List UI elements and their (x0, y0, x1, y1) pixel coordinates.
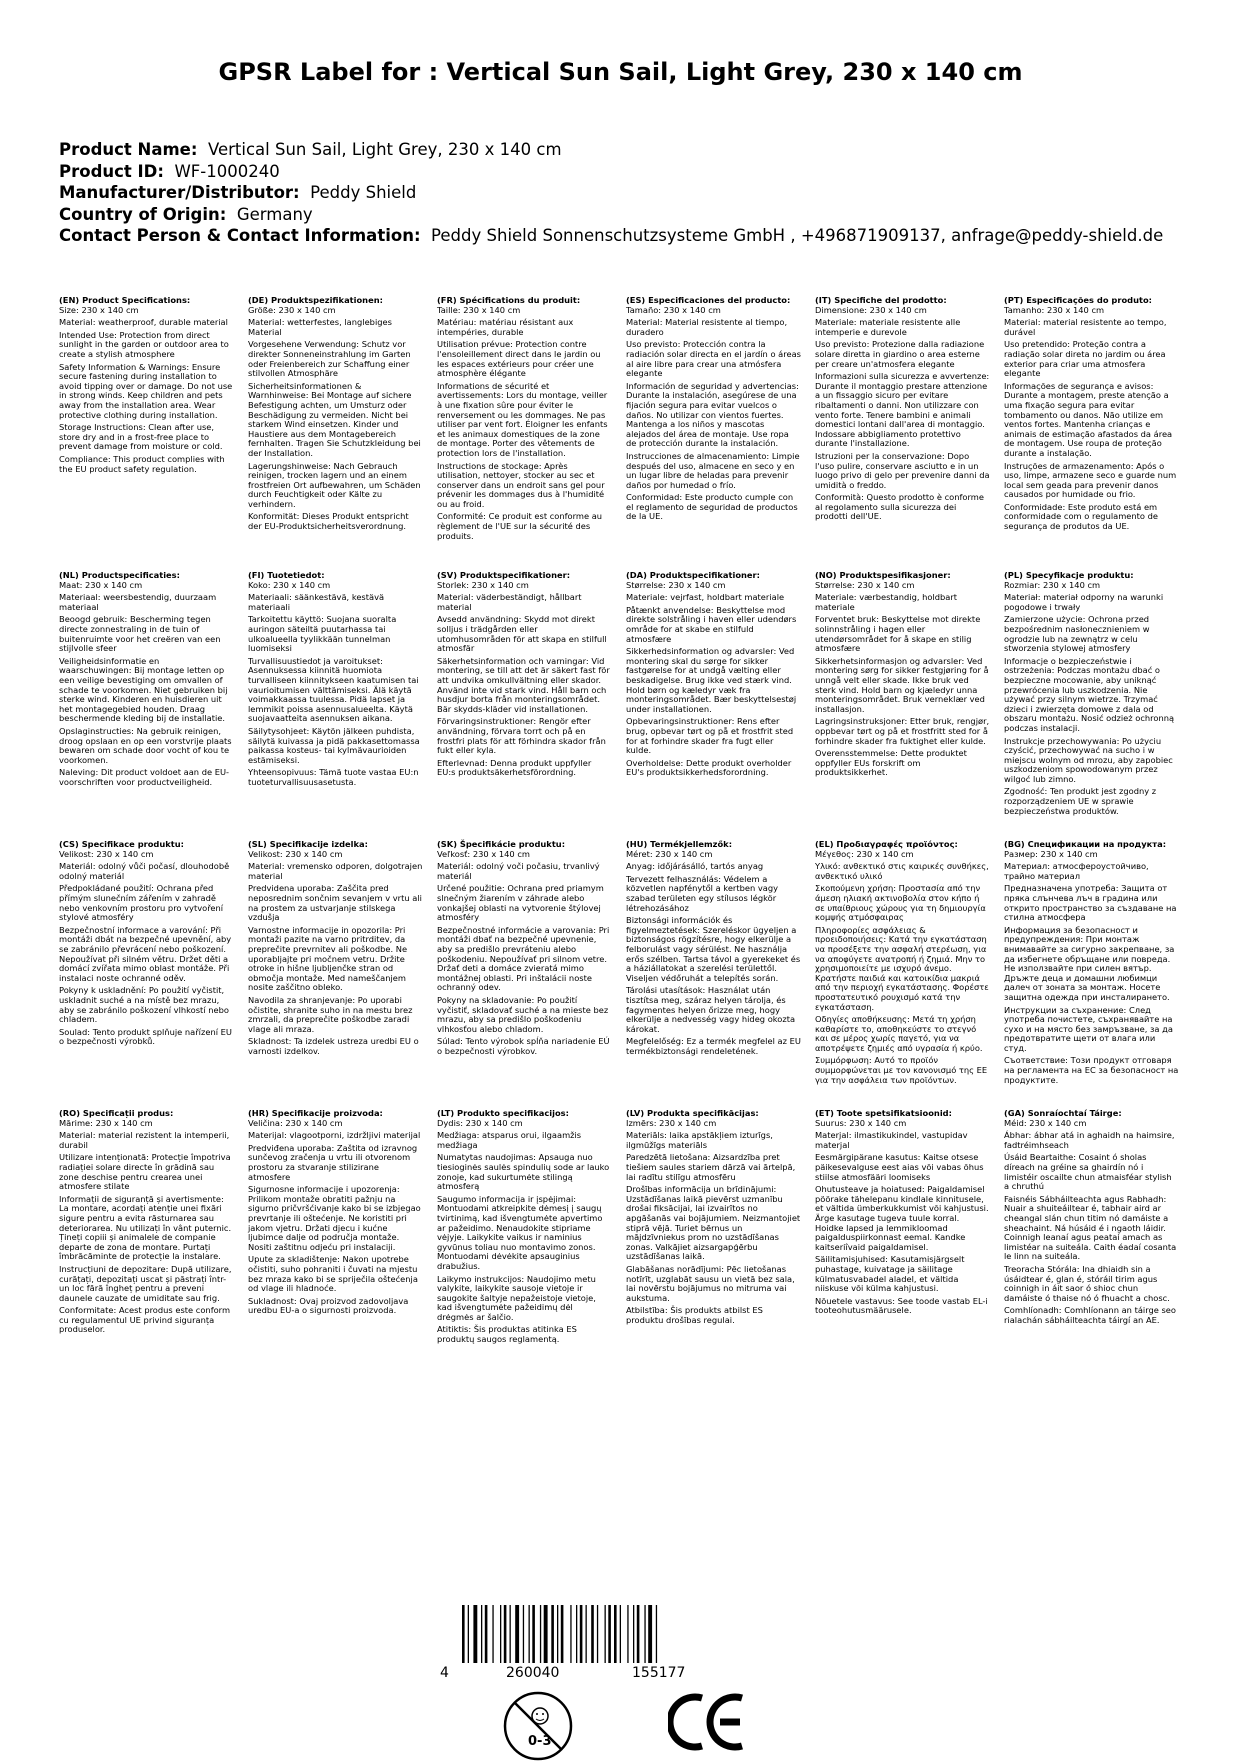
spec-heading: (EL) Προδιαγραφές προϊόντος: (815, 839, 958, 849)
barcode-bar (620, 1605, 621, 1663)
spec-paragraph: Informações de segurança e avisos: Durante a montagem, preste atenção a uma fixação segura para evitar tombamento ou danos. Não utilize em ventos fortes. Mantenha crianças e animais de estimação afastados da área de montagem. Use roupa de proteção durante a instalação. (1004, 380, 1173, 458)
spec-paragraph: Glabāšanas norādījumi: Pēc lietošanas notīrīt, uzglabāt sausu un vietā bez sala, lai novērstu bojājumus no mitruma vai aukstuma. (626, 1263, 795, 1303)
spec-paragraph: Materiał: materiał odporny na warunki pogodowe i trwały (1004, 592, 1164, 612)
spec-paragraph: Οδηγίες αποθήκευσης: Μετά τη χρήση καθαρίστε το, αποθηκεύστε το στεγνό και σε μέρος χωρίς παγετό, για να αποτρέψετε ζημιές από υγρασία ή κρύο. (815, 1014, 983, 1053)
barcode-digit-1: 4 (440, 1665, 449, 1681)
spec-size: Veličina: 230 x 140 cm (248, 1117, 343, 1128)
spec-paragraph: Инструкции за съхранение: След употреба почистете, съхранявайте на сухо и на място без замръзване, за да предотвратите щети от влага или студ. (1004, 1004, 1173, 1053)
barcode-bar (544, 1605, 548, 1663)
spec-paragraph: Uso previsto: Protezione dalla radiazione solare diretta in giardino o area esterne per creare un'atmosfera elegante (815, 339, 985, 369)
spec-block (59, 571, 234, 790)
spec-paragraph: Paredzētā lietošana: Aizsardzība pret tiešiem saules stariem dārzā vai ārtelpā, lai radītu stilīgu atmosfēru (626, 1152, 796, 1182)
spec-paragraph: Zgodność: Ten produkt jest zgodny z rozporządzeniem UE w sprawie bezpieczeństwa produktów. (1004, 786, 1157, 816)
spec-heading: (DA) Produktspecifikationer: (626, 570, 760, 580)
spec-block (248, 296, 423, 535)
spec-heading: (IT) Specifiche del prodotto: (815, 295, 947, 305)
spec-paragraph: Opbevaringsinstruktioner: Rens efter brug, opbevar tørt og på et frostfrit sted for at forhindre skader fra fugt eller kulde. (626, 716, 794, 756)
spec-paragraph: Predviđena uporaba: Zaštita od izravnog sunčevog zračenja u vrtu ili otvorenom prostoru za stvaranje stilizirane atmosfere (248, 1142, 418, 1182)
spec-size: Μέγεθος: 230 x 140 cm (815, 848, 914, 859)
spec-paragraph: Информация за безопасност и предупреждения: При монтаж внимавайте за сигурно закрепване, за да избегнете обръщане или повреда. Не използвайте при силен вятър. Дръжте деца и домашни любимци далеч от зоната за монтаж. Носете защитна одежда при инсталирането. (1004, 924, 1175, 1002)
spec-heading: (ET) Toote spetsifikatsioonid: (815, 1108, 952, 1118)
barcode-bar (523, 1605, 524, 1663)
ce-mark-icon (668, 1690, 748, 1754)
barcode-bar (481, 1605, 482, 1663)
product-info (59, 139, 1199, 247)
barcode-bar (492, 1605, 493, 1663)
spec-paragraph: Konformität: Dieses Produkt entspricht der EU-Produktsicherheitsverordnung. (248, 511, 409, 532)
product-id-row: Product ID: WF-1000240 (59, 161, 280, 181)
barcode-bar (532, 1605, 535, 1663)
age-label: 0-3 (528, 1734, 552, 1749)
spec-paragraph: Conformité: Ce produit est conforme au règlement de l'UE sur la sécurité des produits. (437, 511, 603, 541)
spec-paragraph: Sukladnost: Ovaj proizvod zadovoljava uredbu EU-a o sigurnosti proizvoda. (248, 1295, 409, 1316)
spec-paragraph: Pokyny k uskladnění: Po použití vyčistit, uskladnit suché a na místě bez mrazu, aby se zabránilo poškození vlhkostí nebo chladem. (59, 985, 229, 1025)
spec-block (626, 1109, 801, 1328)
barcode-bar (633, 1605, 634, 1663)
barcode-bar (627, 1605, 628, 1663)
spec-paragraph: Overholdelse: Dette produkt overholder EU's produktsikkerhedsforordning. (626, 757, 792, 778)
spec-size: Größe: 230 x 140 cm (248, 304, 336, 315)
barcode-bar (644, 1605, 645, 1663)
barcode-bar (576, 1605, 577, 1663)
spec-paragraph: Materiaali: säänkestävä, kestävä materiaali (248, 592, 385, 612)
spec-paragraph: Instrucțiuni de depozitare: După utilizare, curățați, depozitați uscat și păstrați într-un loc fără îngheț pentru a preveni daunele cauzate de umiditate sau frig. (59, 1263, 232, 1303)
spec-block (437, 296, 612, 544)
spec-heading: (LV) Produkta specifikācijas: (626, 1108, 759, 1118)
spec-paragraph: Anyag: időjárásálló, tartós anyag (626, 861, 764, 872)
spec-heading: (PT) Especificações do produto: (1004, 295, 1152, 305)
spec-heading: (LT) Produkto specifikacijos: (437, 1108, 569, 1118)
spec-paragraph: Informații de siguranță și avertismente: La montare, acordați atenție unei fixări sigure pentru a evita răsturnarea sau deteriorarea. Nu utilizați în vânt puternic. Țineți copiii și animalele de companie departe de zona de montare. Purtați îmbrăcăminte de protecție la instalare. (59, 1193, 232, 1262)
country-row: Country of Origin: Germany (59, 204, 313, 224)
spec-paragraph: Úsáid Beartaithe: Cosaint ó sholas díreach na gréine sa ghairdín nó i limistéir oscailte chun atmaisféar stylish a chruthú (1004, 1152, 1172, 1192)
spec-paragraph: Pokyny na skladovanie: Po použití vyčistiť, skladovať suché a na mieste bez mrazu, aby sa predišlo poškodeniu vlhkosťou alebo chladom. (437, 994, 609, 1034)
barcode-bar (580, 1605, 583, 1663)
spec-block (248, 840, 423, 1059)
spec-block (1004, 840, 1179, 1088)
spec-paragraph: Tárolási utasítások: Használat után tisztítsa meg, száraz helyen tárolja, és fagymentes helyen őrizze meg, hogy elkerülje a nedvesség vagy hideg okozta károkat. (626, 985, 796, 1034)
spec-paragraph: Material: material resistente ao tempo, durável (1004, 317, 1167, 337)
spec-paragraph: Sikkerhedsinformation og advarsler: Ved montering skal du sørge for sikker fastgørelse for at undgå vælting eller beskadigelse. Brug ikke ved stærk vind. Hold børn og kæledyr væk fra monteringsområdet. Bær beskyttelsestøj under installationen. (626, 646, 797, 714)
spec-heading: (PL) Specyfikacje produktu: (1004, 570, 1134, 580)
spec-paragraph: Tervezett felhasználás: Védelem a közvetlen napfénytől a kertben vagy szabad területen egy stílusos légkör létrehozásához (626, 873, 779, 913)
spec-heading: (FI) Tuotetiedot: (248, 570, 325, 580)
spec-size: Størrelse: 230 x 140 cm (815, 579, 915, 590)
spec-paragraph: Compliance: This product complies with the EU product safety regulation. (59, 453, 225, 474)
spec-heading: (SK) Špecifikácie produktu: (437, 839, 566, 849)
spec-paragraph: Υλικό: ανθεκτικό στις καιρικές συνθήκες, ανθεκτικό υλικό (815, 861, 989, 881)
spec-paragraph: Beoogd gebruik: Bescherming tegen directe zonnestraling in de tuin of buitenruimte voor het creëren van een stijlvolle sfeer (59, 614, 221, 654)
barcode-bar (656, 1605, 657, 1663)
spec-paragraph: Materjal: ilmastikukindel, vastupidav materjal (815, 1130, 968, 1150)
spec-size: Size: 230 x 140 cm (59, 304, 139, 315)
barcode-bar (605, 1605, 606, 1663)
spec-heading: (NL) Productspecificaties: (59, 570, 180, 580)
product-name-row: Product Name: Vertical Sun Sail, Light Grey, 230 x 140 cm (59, 140, 562, 159)
spec-paragraph: Materiaal: weersbestendig, duurzaam materiaal (59, 592, 217, 612)
spec-size: Koko: 230 x 140 cm (248, 579, 331, 590)
spec-paragraph: Säkerhetsinformation och varningar: Vid montering, se till att det är säkert fast för att undvika omkullvältning eller skador. Använd inte vid stark vind. Håll barn och husdjur borta från monteringsområdet. Bär skydds-kläder vid installationen. (437, 655, 610, 714)
spec-paragraph: Påtænkt anvendelse: Beskyttelse mod direkte solstråling i haven eller udendørs område for at skabe en stilfuld atmosfære (626, 604, 797, 644)
spec-paragraph: Saugumo informacija ir įspėjimai: Montuodami atkreipkite dėmesį į saugų tvirtinimą, kad išvengtumėte apvertimo ar pažeidimo. Nenaudokite stipriame vėjyje. Laikykite vaikus ir naminius gyvūnus toliau nuo montavimo zonos. Montuodami dėvėkite apsauginius drabužius. (437, 1193, 603, 1271)
spec-heading: (HR) Specifikacije proizvoda: (248, 1108, 383, 1118)
spec-paragraph: Overensstemmelse: Dette produktet oppfyller EUs forskrift om produktsikkerhet. (815, 748, 967, 778)
spec-paragraph: Opslaginstructies: Na gebruik reinigen, droog opslaan en op een vorstvrije plaats bewaren om schade door vocht of kou te voorkomen. (59, 725, 232, 765)
spec-heading: (HU) Termékjellemzők: (626, 839, 733, 849)
spec-heading: (SL) Specifikacije izdelka: (248, 839, 368, 849)
spec-size: Dydis: 230 x 140 cm (437, 1117, 523, 1128)
barcode-bar (551, 1605, 554, 1663)
spec-paragraph: Förvaringsinstruktioner: Rengör efter användning, förvara torrt och på en frostfri plats för att förhindra skador från fukt eller kyla. (437, 716, 606, 756)
spec-paragraph: Intended Use: Protection from direct sunlight in the garden or outdoor area to create a stylish atmosphere (59, 329, 229, 359)
spec-paragraph: Efterlevnad: Denna produkt uppfyller EU:s produktsäkerhetsförordning. (437, 757, 592, 778)
spec-block (626, 840, 801, 1059)
spec-paragraph: Faisnéis Sábháilteachta agus Rabhadh: Nuair a shuiteáiltear é, tabhair aird ar cheangal slán chun titim nó damáiste a sheachaint. Ná húsáid é i ngaoth láidir. Coinnigh leanaí agus peataí amach as limistéar na suiteála. Caith éadaí cosanta le linn na suiteála. (1004, 1193, 1177, 1262)
spec-paragraph: Súlad: Tento výrobok spĺňa nariadenie EÚ o bezpečnosti výrobkov. (437, 1036, 610, 1056)
spec-paragraph: Sigurnosne informacije i upozorenja: Prilikom montaže obratiti pažnju na sigurno pričvršćivanje kako bi se izbjegao prevrtanje ili oštećenje. Ne koristiti pri jakom vjetru. Držati djecu i kućne ljubimce dalje od područja montaže. Nositi zaštitnu odjeću pri instalaciji. (248, 1184, 421, 1252)
spec-paragraph: Drošības informācija un brīdinājumi: Uzstādīšanas laikā pievērst uzmanību drošai fiksācijai, lai izvairītos no apgāšanās vai bojājumiem. Neizmantojiet stiprā vējā. Turiet bērnus un mājdzīvniekus prom no uzstādīšanas zonas. Valkājiet aizsargapģērbu uzstādīšanas laikā. (626, 1184, 801, 1262)
spec-paragraph: Medžiaga: atsparus orui, ilgaamžis medžiaga (437, 1130, 582, 1150)
spec-paragraph: Avsedd användning: Skydd mot direkt solljus i trädgården eller utomhusområden för att skapa en stilfull atmosfär (437, 614, 607, 654)
spec-block (437, 840, 612, 1059)
spec-size: Maat: 230 x 140 cm (59, 579, 143, 590)
barcode-bar (540, 1605, 541, 1663)
spec-paragraph: Sicherheitsinformationen & Warnhinweise: Bei Montage auf sichere Befestigung achten, um Umsturz oder Beschädigung zu vermeiden. Nicht bei starkem Wind einsetzen. Kinder und Haustiere aus dem Montagebereich fernhalten. Tragen Sie Schutzkleidung bei der Installation. (248, 380, 421, 458)
barcode-bar (473, 1605, 477, 1663)
spec-size: Størrelse: 230 x 140 cm (626, 579, 726, 590)
spec-paragraph: Предназначена употреба: Защита от пряка слънчева лъч в градина или открито пространство за създаване на стилна атмосфера (1004, 883, 1177, 923)
spec-paragraph: Nõuetele vastavus: See toode vastab EL-i tooteohutusmäärusele. (815, 1295, 988, 1316)
spec-paragraph: Съответствие: Този продукт отговаря на регламента на ЕС за безопасност на продуктите. (1004, 1055, 1179, 1085)
spec-paragraph: Atbilstība: Šis produkts atbilst ES produktu drošības regulai. (626, 1305, 763, 1325)
spec-size: Veľkosť: 230 x 140 cm (437, 848, 530, 859)
spec-heading: (ES) Especificaciones del producto: (626, 295, 791, 305)
spec-paragraph: Πληροφορίες ασφάλειας & προειδοποιήσεις: Κατά την εγκατάσταση να προσέξετε την ασφαλή στερέωση, για να αποφύγετε ανατροπή ή ζημιά. Μην το χρησιμοποιείτε με ισχυρό άνεμο. Κρατήστε παιδιά και κατοικίδια μακριά από την περιοχή εγκατάστασης. Φορέστε προστατευτικό ρουχισμό κατά την εγκατάσταση. (815, 924, 989, 1012)
spec-size: Izmērs: 230 x 140 cm (626, 1117, 717, 1128)
spec-paragraph: Material: Material resistente al tiempo, duradero (626, 317, 788, 337)
spec-block (59, 840, 234, 1050)
barcode-bar (648, 1605, 652, 1663)
spec-paragraph: Conformità: Questo prodotto è conforme al regolamento sulla sicurezza dei prodotti dell'UE. (815, 492, 984, 522)
spec-heading: (SV) Produktspecifikationer: (437, 570, 571, 580)
spec-block (248, 1109, 423, 1319)
contact-row: Contact Person & Contact Information: Peddy Shield Sonnenschutzsysteme GmbH , +496871909137, anfrage@peddy-shield.de (59, 226, 1164, 245)
spec-paragraph: Material: väderbeständigt, hållbart material (437, 592, 582, 612)
barcode-bar (468, 1605, 469, 1663)
spec-size: Velikost: 230 x 140 cm (59, 848, 154, 859)
spec-paragraph: Matériau: matériau résistant aux intempéries, durable (437, 317, 574, 337)
spec-block (815, 840, 990, 1088)
spec-paragraph: Instrucciones de almacenamiento: Limpie después del uso, almacene en seco y en un lugar libre de heladas para prevenir daños por humedad o frío. (626, 450, 800, 490)
spec-paragraph: Lagerungshinweise: Nach Gebrauch reinigen, trocken lagern und an einem frostfreien Ort aufbewahren, um Schäden durch Feuchtigkeit oder Kälte zu verhindern. (248, 460, 421, 509)
spec-paragraph: Předpokládané použití: Ochrana před přímým slunečním zářením v zahradě nebo venkovním prostoru pro vytvoření stylové atmosféry (59, 883, 224, 923)
spec-size: Tamanho: 230 x 140 cm (1004, 304, 1105, 315)
spec-size: Suurus: 230 x 140 cm (815, 1117, 907, 1128)
barcode-digit-3: 155177 (632, 1665, 686, 1681)
spec-size: Mărime: 230 x 140 cm (59, 1117, 153, 1128)
spec-paragraph: Predvidena uporaba: Zaščita pred neposrednim sončnim sevanjem v vrtu ali na prostem za ustvarjanje stilskega vzdušja (248, 883, 422, 923)
spec-block (437, 571, 612, 781)
barcode-bar (614, 1605, 617, 1663)
spec-paragraph: Conformidad: Este producto cumple con el reglamento de seguridad de productos de la UE. (626, 492, 798, 522)
barcode-bar (637, 1605, 640, 1663)
spec-paragraph: Informations de sécurité et avertissements: Lors du montage, veiller à une fixation sûre pour éviter le renversement ou les dommages. Ne pas utiliser par vent fort. Éloigner les enfants et les animaux domestiques de la zone de montage. Porter des vêtements de protection lors de l'installation. (437, 380, 608, 458)
spec-size: Taille: 230 x 140 cm (437, 304, 521, 315)
spec-size: Storlek: 230 x 140 cm (437, 579, 529, 590)
spec-paragraph: Materiale: værbestandig, holdbart materiale (815, 592, 958, 612)
spec-paragraph: Materiāls: laika apstākļiem izturīgs, ilgmūžīgs materiāls (626, 1130, 773, 1150)
spec-paragraph: Biztonsági információk és figyelmeztetések: Szereléskor ügyeljen a biztonságos rögzítésre, hogy elkerülje a felborulást vagy sérülést. Ne használja erős szélben. Tartsa távol a gyerekeket és a háziállatokat a szerelési területtől. Viseljen védőruhát a telepítés során. (626, 915, 801, 983)
spec-paragraph: Información de seguridad y advertencias: Durante la instalación, asegúrese de una fijación segura para evitar vuelcos o daños. No utilizar con vientos fuertes. Mantenga a los niños y mascotas alejados del área de montaje. Use ropa de protección durante la instalación. (626, 380, 799, 449)
spec-paragraph: Materiál: odolný voči počasiu, trvanlivý materiál (437, 861, 600, 881)
spec-paragraph: Zamierzone użycie: Ochrona przed bezpośrednim nasłonecznieniem w ogrodzie lub na zewnątrz w celu stworzenia stylowej atmosfery (1004, 614, 1150, 654)
spec-block (626, 296, 801, 525)
spec-paragraph: Материал: атмосфероустойчиво, трайно материал (1004, 861, 1149, 881)
spec-paragraph: Numatytas naudojimas: Apsauga nuo tiesioginės saulės spindulių sode ar lauko zonoje, kad sukurtumėte stilingą atmosferą (437, 1152, 610, 1192)
spec-block (815, 296, 990, 525)
spec-paragraph: Material: material rezistent la intemperii, durabil (59, 1130, 230, 1150)
spec-block (626, 571, 801, 781)
spec-paragraph: Storage Instructions: Clean after use, store dry and in a frost-free place to prevent damage from moisture or cold. (59, 422, 223, 452)
spec-paragraph: Material: vremensko odporen, dolgotrajen material (248, 861, 423, 881)
spec-paragraph: Materijal: vlagootporni, izdržljivi materijal (248, 1130, 421, 1141)
barcode-bar (529, 1605, 530, 1663)
barcode-bar (591, 1605, 594, 1663)
spec-paragraph: Navodila za shranjevanje: Po uporabi očistite, shranite suho in na mestu brez zmrzali, da preprečite poškodbe zaradi vlage ali mraza. (248, 994, 413, 1034)
barcode-bar (570, 1605, 571, 1663)
spec-heading: (NO) Produktspesifikasjoner: (815, 570, 951, 580)
spec-block (1004, 1109, 1179, 1328)
spec-block (248, 571, 423, 790)
spec-paragraph: Materiale: vejrfast, holdbart materiale (626, 592, 785, 603)
spec-paragraph: Säilytysohjeet: Käytön jälkeen puhdista, säilytä kuivassa ja pidä pakkasettomassa paikassa kosteus- tai kylmävaurioiden estämiseksi. (248, 725, 420, 765)
spec-paragraph: Vorgesehene Verwendung: Schutz vor direkter Sonneneinstrahlung im Garten oder Freienbereich zur Schaffung einer stilvollen Atmosphäre (248, 339, 411, 379)
barcode-bar (557, 1605, 558, 1663)
barcode-digit-2: 260040 (506, 1665, 560, 1681)
spec-paragraph: Yhteensopivuus: Tämä tuote vastaa EU:n tuoteturvallisuusasetusta. (248, 767, 419, 787)
spec-block (815, 571, 990, 781)
barcode-bar (515, 1605, 519, 1663)
spec-size: Méid: 230 x 140 cm (1004, 1117, 1087, 1128)
spec-paragraph: Varnostne informacije in opozorila: Pri montaži pazite na varno pritrditev, da preprečite prevrnitev ali poškodbe. Ne uporabljajte pri močnem vetru. Držite otroke in hišne ljubljenčke stran od območja montaže. Med nameščanjem nosite zaščitno obleko. (248, 924, 408, 993)
manufacturer-row: Manufacturer/Distributor: Peddy Shield (59, 183, 417, 202)
age-restriction-0-3-icon (502, 1690, 574, 1762)
spec-size: Méret: 230 x 140 cm (626, 848, 713, 859)
spec-paragraph: Säilitamisjuhised: Kasutamisjärgselt puhastage, kuivatage ja säilitage külmatusvabadel aladel, et vältida niiskuse või külma kahjustusi. (815, 1254, 965, 1294)
spec-paragraph: Bezpečnostní informace a varování: Při montáži dbát na bezpečné upevnění, aby se zabránilo převrácení nebo poškození. Nepoužívat při silném větru. Držet děti a domácí zvířata mimo oblast montáže. Při instalaci noste ochranné oděv. (59, 924, 232, 983)
spec-paragraph: Safety Information & Warnings: Ensure secure fastening during installation to avoid tipping over or damage. Do not use in strong winds. Keep children and pets away from the installation area. Wear protective clothing during installation. (59, 361, 233, 420)
spec-heading: (CS) Specifikace produktu: (59, 839, 184, 849)
barcode-bar (504, 1605, 507, 1663)
spec-block (437, 1109, 612, 1348)
spec-paragraph: Eesmärgipärane kasutus: Kaitse otsese päikesevalguse eest aias või vabas õhus stiilse atmosfääri loomiseks (815, 1152, 984, 1182)
spec-paragraph: Istruzioni per la conservazione: Dopo l'uso pulire, conservare asciutto e in un luogo privo di gelo per prevenire danni da umidità o freddo. (815, 450, 990, 490)
spec-paragraph: Informacje o bezpieczeństwie i ostrzeżenia: Podczas montażu dbać o bezpieczne mocowanie, aby uniknąć przewrócenia lub uszkodzenia. Nie używać przy silnym wietrze. Trzymać dzieci i zwierzęta domowe z dala od obszaru montażu. Nosić odzież ochronną podczas instalacji. (1004, 655, 1175, 733)
spec-size: Tamaño: 230 x 140 cm (626, 304, 721, 315)
spec-paragraph: Σκοπούμενη χρήση: Προστασία από την άμεση ηλιακή ακτινοβολία στον κήπο ή σε υπαίθριους χώρους για τη δημιουργία κομψής ατμόσφαιρας (815, 883, 986, 923)
spec-paragraph: Instrukcje przechowywania: Po użyciu czyścić, przechowywać na sucho i w miejscu wolnym od mrozu, aby zapobiec uszkodzeniom spowodowanym przez wilgoć lub zimno. (1004, 735, 1173, 784)
spec-paragraph: Material: wetterfestes, langlebiges Material (248, 317, 392, 337)
spec-paragraph: Soulad: Tento produkt splňuje nařízení EU o bezpečnosti výrobků. (59, 1026, 232, 1047)
barcode-bar (485, 1605, 488, 1663)
spec-paragraph: Utilizare intenționată: Protecție împotriva radiației solare directe în grădină sau zone deschise pentru crearea unei atmosfere stilate (59, 1152, 231, 1192)
spec-heading: (EN) Product Specifications: (59, 295, 191, 305)
spec-paragraph: Συμμόρφωση: Αυτό το προϊόν συμμορφώνεται με τον κανονισμό της ΕΕ για την ασφάλεια των προϊόντων. (815, 1055, 988, 1085)
spec-paragraph: Material: weatherproof, durable material (59, 317, 228, 328)
spec-paragraph: Ohutusteave ja hoiatused: Paigaldamisel pöörake tähelepanu kindlale kinnitusele, et vältida ümberkukkumist või kahjustusi. Ärge kasutage tugeva tuule korral. Hoidke lapsed ja lemmikloomad paigalduspiirkonnast eemal. Kandke kaitseriîvaid paigaldamisel. (815, 1184, 989, 1252)
barcode-bar (586, 1605, 587, 1663)
spec-paragraph: Comhlíonadh: Comhlíonann an táirge seo rialachán sábháilteachta táirgí an AE. (1004, 1305, 1176, 1325)
spec-size: Rozmiar: 230 x 140 cm (1004, 579, 1101, 590)
spec-paragraph: Uso pretendido: Proteção contra a radiação solar direta no jardim ou área exterior para criar uma atmosfera elegante (1004, 339, 1166, 379)
spec-block (1004, 296, 1179, 535)
spec-paragraph: Lagringsinstruksjoner: Etter bruk, rengjør, oppbevar tørt og på et frostfritt sted for å forhindre skader fra fuktighet eller kulde. (815, 716, 990, 746)
barcode-bar (561, 1605, 564, 1663)
spec-paragraph: Uso previsto: Protección contra la radiación solar directa en el jardín o áreas al aire libre para crear una atmósfera elegante (626, 339, 801, 379)
spec-paragraph: Bezpečnostné informácie a varovania: Pri montáži dbať na bezpečné upevnenie, aby sa predišlo prevráteniu alebo poškodeniu. Nepoužívať pri silnom vetre. Držať deti a domáce zvieratá mimo montážnej oblasti. Pri inštalácii noste ochranný odev. (437, 924, 610, 993)
spec-size: Dimensione: 230 x 140 cm (815, 304, 927, 315)
spec-paragraph: Instruções de armazenamento: Após o uso, limpe, armazene seco e guarde num local sem geada para prevenir danos causados por humidade ou frio. (1004, 460, 1177, 500)
spec-paragraph: Instructions de stockage: Après utilisation, nettoyer, stocker au sec et conserver dans un endroit sans gel pour prévenir les dommages dus à l'humidité ou au froid. (437, 460, 605, 509)
spec-heading: (DE) Produktspezifikationen: (248, 295, 383, 305)
spec-paragraph: Conformidade: Este produto está em conformidade com o regulamento de segurança de produtos da UE. (1004, 501, 1159, 532)
spec-paragraph: Laikymo instrukcijos: Naudojimo metu valykite, laikykite sausoje vietoje ir saugokite šaltyje nepažeistoje vietoje, kad išvengtumėte pažeidimų dėl drėgmės ar šalčio. (437, 1273, 596, 1322)
spec-block (59, 1109, 234, 1338)
spec-heading: (GA) Sonraíochtaí Táirge: (1004, 1108, 1122, 1118)
spec-paragraph: Ábhar: ábhar atá in aghaidh na haimsire, fadtréimhseach (1004, 1130, 1175, 1150)
spec-block (815, 1109, 990, 1319)
barcode-bar (597, 1605, 598, 1663)
page-title: GPSR Label for : Vertical Sun Sail, Light Grey, 230 x 140 cm (218, 58, 1023, 86)
barcode-bar (510, 1605, 511, 1663)
spec-paragraph: Conformitate: Acest produs este conform cu regulamentul UE privind siguranța produselor. (59, 1305, 231, 1335)
spec-paragraph: Veiligheidsinformatie en waarschuwingen: Bij montage letten op een veilige bevestiging om omvallen of schade te voorkomen. Niet gebruiken bij sterke wind. Kinderen en huisdieren uit het montagegebied houden. Draag beschermende kleding bij de installatie. (59, 655, 228, 724)
spec-paragraph: Forventet bruk: Beskyttelse mot direkte solinnstråling i hagen eller utendørsområdet for å skape en stilig atmosfære (815, 614, 981, 654)
barcode (458, 1605, 728, 1663)
spec-paragraph: Megfelelőség: Ez a termék megfelel az EU termékbiztonsági rendeletének. (626, 1036, 801, 1056)
spec-size: Размер: 230 x 140 cm (1004, 848, 1098, 859)
spec-heading: (RO) Specificații produs: (59, 1108, 174, 1118)
spec-size: Velikost: 230 x 140 cm (248, 848, 343, 859)
spec-paragraph: Sikkerhetsinformasjon og advarsler: Ved montering sørg for sikker festgjøring for å unngå velt eller skade. Ikke bruk ved sterk vind. Hold barn og kjæledyr unna monteringsområdet. Bruk verneklær ved installasjon. (815, 655, 989, 714)
barcode-bar (500, 1605, 501, 1663)
spec-paragraph: Určené použitie: Ochrana pred priamym slnečným žiarením v záhrade alebo vonkajšej oblasti na vytvorenie štýlovej atmosféry (437, 883, 604, 923)
spec-paragraph: Naleving: Dit product voldoet aan de EU-voorschriften voor productveiligheid. (59, 767, 230, 787)
spec-paragraph: Materiale: materiale resistente alle intemperie e durevole (815, 317, 961, 337)
barcode-bar (462, 1605, 465, 1663)
spec-paragraph: Tarkoitettu käyttö: Suojana suoralta auringon säteiltä puutarhassa tai ulkoalueella tyylikkään tunnelman luomiseksi (248, 614, 397, 654)
spec-paragraph: Skladnost: Ta izdelek ustreza uredbi EU o varnosti izdelkov. (248, 1036, 419, 1056)
spec-paragraph: Materiál: odolný vůči počasí, dlouhodobě odolný materiál (59, 861, 230, 881)
spec-paragraph: Upute za skladištenje: Nakon upotrebe očistiti, suho pohraniti i čuvati na mjestu bez mraza kako bi se spriječila oštećenja od vlage ili hladnoće. (248, 1254, 418, 1294)
spec-paragraph: Atitiktis: Šis produktas atitinka ES produktų saugos reglamentą. (437, 1324, 577, 1345)
spec-paragraph: Treoracha Stórála: Ina dhiaidh sin a úsáidtear é, glan é, stóráil tirim agus coinnigh in áit saor ó shioc chun damáiste ó thaise nó ó fhuacht a chosc. (1004, 1263, 1170, 1303)
spec-paragraph: Utilisation prévue: Protection contre l'ensoleillement direct dans le jardin ou les espaces extérieurs pour créer une atmosphère élégante (437, 339, 601, 379)
spec-heading: (BG) Спецификации на продукта: (1004, 839, 1167, 849)
spec-paragraph: Turvallisuustiedot ja varoitukset: Asennuksessa kiinnitä huomiota turvalliseen kiinnitykseen kaatumisen tai vaurioitumisen välttämiseksi. Älä käytä voimakkaassa tuulessa. Pidä lapset ja lemmikit poissa asennusalueelta. Käytä suojavaatteita asennuksen aikana. (248, 655, 419, 724)
spec-block (1004, 571, 1179, 819)
spec-block (59, 296, 234, 477)
barcode-bar (608, 1605, 611, 1663)
spec-paragraph: Informazioni sulla sicurezza e avvertenze: Durante il montaggio prestare attenzione a un fissaggio sicuro per evitare ribaltamenti o danni. Non utilizzare con vento forte. Tenere bambini e animali domestici lontani dall'area di montaggio. Indossare abbigliamento protettivo durante l'installazione. (815, 371, 990, 449)
spec-heading: (FR) Spécifications du produit: (437, 295, 581, 305)
